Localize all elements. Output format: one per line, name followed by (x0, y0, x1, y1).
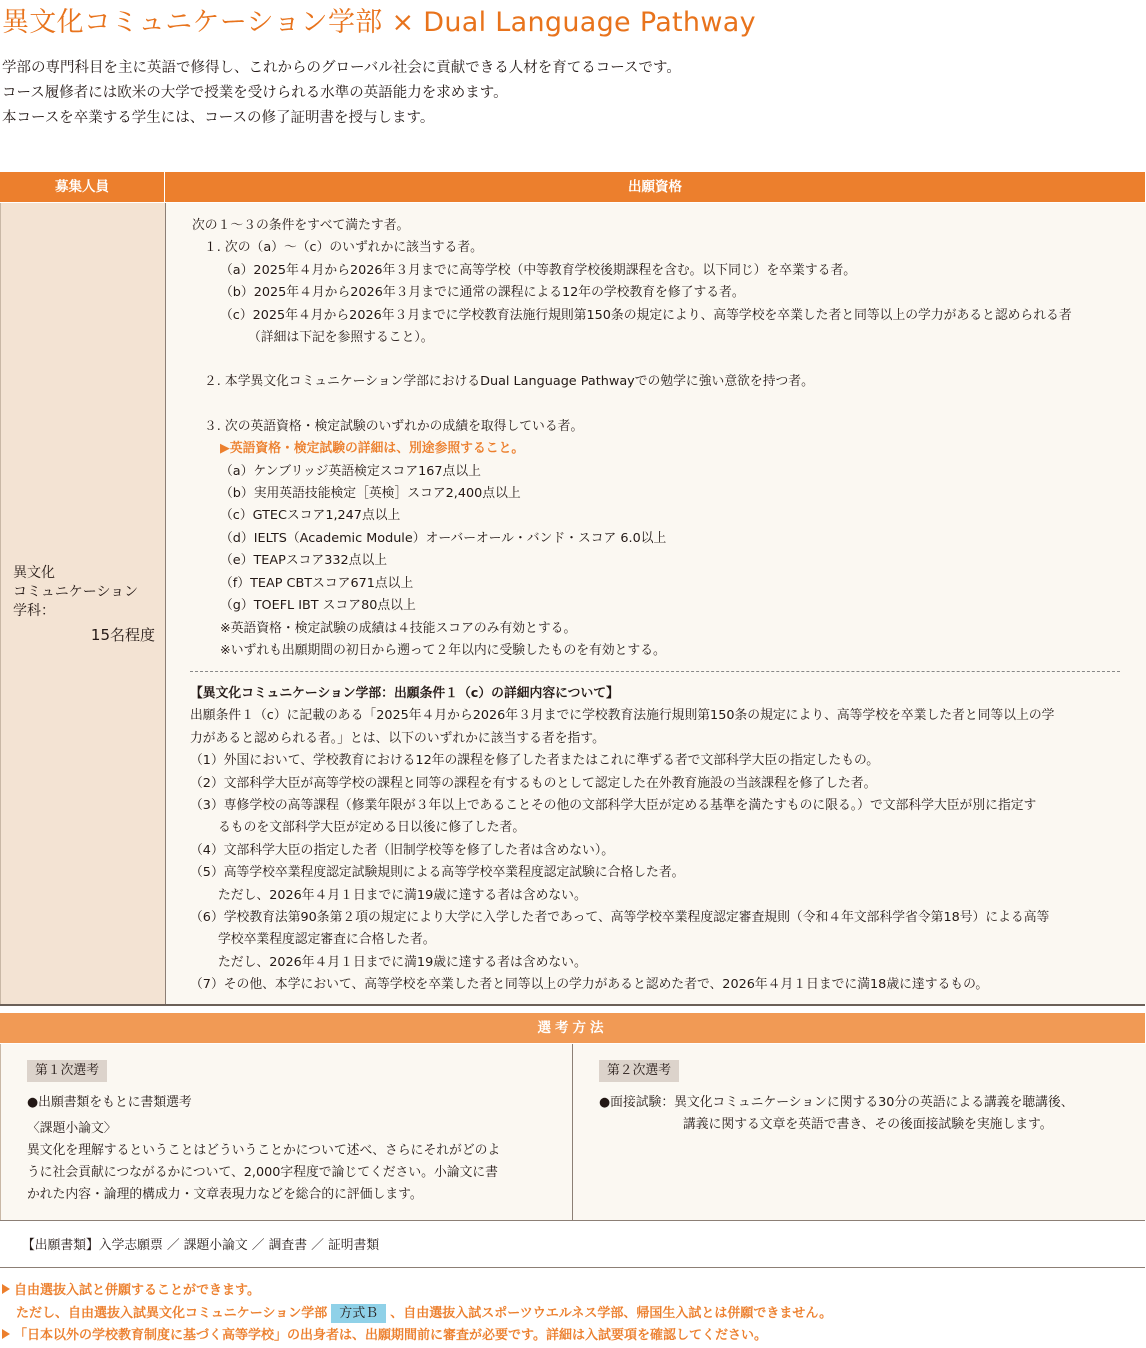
detail-line: （3）専修学校の高等課程（修業年限が３年以上であることその他の文部科学大臣が定める基準を満たすものに限る。）で文部科学大臣が別に指定す (190, 798, 1037, 814)
second-selection-line: ●面接試験：異文化コミュニケーションに関する30分の英語による講義を聴講後、 (599, 1095, 1074, 1110)
english-test-item: （a）ケンブリッジ英語検定スコア167点以上 (220, 463, 481, 479)
essay-line: うに社会貢献につながるかについて、2,000字程度で論じてください。小論文に書 (27, 1165, 498, 1180)
note-text: ただし、自由選抜入試異文化コミュニケーション学部 (16, 1305, 328, 1321)
note-line (2, 1280, 832, 1303)
note-line (2, 1325, 832, 1348)
english-test-item: （e）TEAPスコア332点以上 (220, 553, 388, 569)
intro-text (2, 56, 681, 131)
application-documents (0, 1220, 1145, 1268)
note-text: 自由選抜入試と併願することができます。 (14, 1283, 260, 1298)
second-selection-cell (572, 1044, 1146, 1220)
detail-line: 出願条件１（c）に記載のある「2025年４月から2026年３月までに学校教育法施行規則第150条の規定により、高等学校を卒業した者と同等以上の学 (190, 708, 1055, 724)
english-test-item: （c）GTECスコア1,247点以上 (220, 508, 401, 524)
note-text: 「日本以外の学校教育制度に基づく高等学校」の出身者は、出願期間前に審査が必要です。詳細は入試要項を確認してください。 (14, 1328, 767, 1343)
note-text: 、自由選抜入試スポーツウエルネス学部、帰国生入試とは併願できません。 (390, 1305, 833, 1321)
quota: 15名程度 (90, 626, 155, 644)
detail-title: 【異文化コミュニケーション学部：出願条件１（c）の詳細内容について】 (190, 686, 619, 701)
condition-1-b: （b）2025年４月から2026年３月までに通常の課程による12年の学校教育を修了する者。 (220, 285, 745, 301)
condition-3-title: ３. 次の英語資格・検定試験のいずれかの成績を取得している者。 (204, 418, 584, 434)
second-selection-badge: 第２次選考 (599, 1060, 679, 1082)
department-line: 学科： (13, 603, 55, 619)
detail-line: ただし、2026年４月１日までに満19歳に達する者は含めない。 (218, 887, 587, 903)
conditions-intro: 次の１～３の条件をすべて満たす者。 (192, 218, 410, 233)
second-selection-line: 講義に関する文章を英語で書き、その後面接試験を実施します。 (683, 1117, 1053, 1132)
detail-line: （2）文部科学大臣が高等学校の課程と同等の課程を有するものとして認定した在外教育施設の当該課程を修了した者。 (190, 775, 877, 791)
page-title: 異文化コミュニケーション学部 × Dual Language Pathway (2, 7, 756, 38)
detail-line: （5）高等学校卒業程度認定試験規則による高等学校卒業程度認定試験に合格した者。 (190, 865, 685, 881)
notes (2, 1280, 832, 1348)
header-recruitment: 募集人員 (0, 172, 164, 202)
detail-line: （7）その他、本学において、高等学校を卒業した者と同等以上の学力があると認めた者で、2026年４月１日までに満18歳に達するもの。 (190, 977, 989, 993)
table-bottom-rule (0, 1004, 1145, 1006)
eligibility-table (0, 172, 1145, 1006)
first-selection-item: ●出願書類をもとに書類選考 (27, 1095, 192, 1110)
recruitment-cell (0, 203, 165, 1004)
detail-line: るものを文部科学大臣が定める日以後に修了した者。 (218, 820, 526, 836)
condition-1-a: （a）2025年４月から2026年３月までに高等学校（中等教育学校後期課程を含む。以下同じ）を卒業する者。 (220, 262, 857, 278)
intro-line: コース履修者には欧米の大学で授業を受けられる水準の英語能力を求めます。 (2, 85, 508, 101)
conditions (192, 215, 1072, 662)
first-selection-text (27, 1092, 500, 1206)
detail-line: ただし、2026年４月１日までに満19歳に達する者は含めない。 (218, 954, 587, 970)
documents-text: 【出願書類】入学志願票 ／ 課題小論文 ／ 調査書 ／ 証明書類 (22, 1238, 380, 1253)
english-test-item: （d）IELTS（Academic Module）オーバーオール・バンド・スコア 6.0以上 (220, 530, 667, 546)
essay-line: かれた内容・論理的構成力・文章表現力などを総合的に評価します。 (27, 1187, 423, 1202)
detail-line: （1）外国において、学校教育における12年の課程を修了した者またはこれに準ずる者で文部科学大臣の指定したもの。 (190, 753, 880, 769)
first-selection-cell (0, 1044, 572, 1220)
intro-line: 本コースを卒業する学生には、コースの修了証明書を授与します。 (2, 110, 435, 126)
english-test-remark: ※いずれも出願期間の初日から遡って２年以内に受験したものを有効とする。 (220, 642, 666, 658)
triangle-bullet-icon (2, 1284, 10, 1294)
condition-1-title: １. 次の（a）～（c）のいずれかに該当する者。 (204, 240, 483, 256)
english-test-item: （g）TOEFL IBT スコア80点以上 (220, 598, 416, 614)
department-line: コミュニケーション (13, 584, 139, 600)
detail-line: 学校卒業程度認定審査に合格した者。 (218, 932, 436, 948)
dashed-divider (190, 671, 1120, 672)
first-selection-badge: 第１次選考 (27, 1060, 107, 1082)
essay-line: 異文化を理解するということはどういうことかについて述べ、さらにそれがどのよ (27, 1143, 501, 1158)
selection-table (0, 1013, 1145, 1220)
header-selection: 選考方法 (0, 1013, 1145, 1043)
essay-title: 〈課題小論文〉 (27, 1121, 117, 1136)
method-badge: 方式Ｂ (331, 1304, 386, 1323)
detail-line: （4）文部科学大臣の指定した者（旧制学校等を修了した者は含めない）。 (190, 842, 615, 858)
condition-1-c-cont: （詳細は下記を参照すること）。 (248, 330, 434, 346)
note-line (2, 1303, 832, 1326)
condition-detail (190, 683, 1054, 997)
department-name (13, 564, 138, 621)
english-test-note: ▶英語資格・検定試験の詳細は、別途参照すること。 (220, 441, 525, 457)
intro-line: 学部の専門科目を主に英語で修得し、これからのグローバル社会に貢献できる人材を育てるコースです。 (2, 60, 681, 76)
department-line: 異文化 (13, 565, 55, 581)
english-test-item: （f）TEAP CBTスコア671点以上 (220, 575, 414, 591)
second-selection-text (599, 1092, 1074, 1136)
english-test-item: （b）実用英語技能検定［英検］スコア2,400点以上 (220, 486, 521, 502)
triangle-bullet-icon (2, 1329, 10, 1339)
detail-line: （6）学校教育法第90条第２項の規定により大学に入学した者であって、高等学校卒業程度認定審査規則（令和４年文部科学省令第18号）による高等 (190, 910, 1050, 926)
condition-2: ２. 本学異文化コミュニケーション学部におけるDual Language Pathwayでの勉学に強い意欲を持つ者。 (204, 374, 814, 390)
header-eligibility: 出願資格 (165, 172, 1145, 202)
condition-1-c: （c）2025年４月から2026年３月までに学校教育法施行規則第150条の規定により、高等学校を卒業した者と同等以上の学力があると認められる者 (220, 307, 1072, 323)
eligibility-cell (165, 203, 1146, 1004)
english-test-remark: ※英語資格・検定試験の成績は４技能スコアのみ有効とする。 (220, 620, 577, 636)
detail-line: 力があると認められる者。」とは、以下のいずれかに該当する者を指す。 (190, 730, 605, 746)
